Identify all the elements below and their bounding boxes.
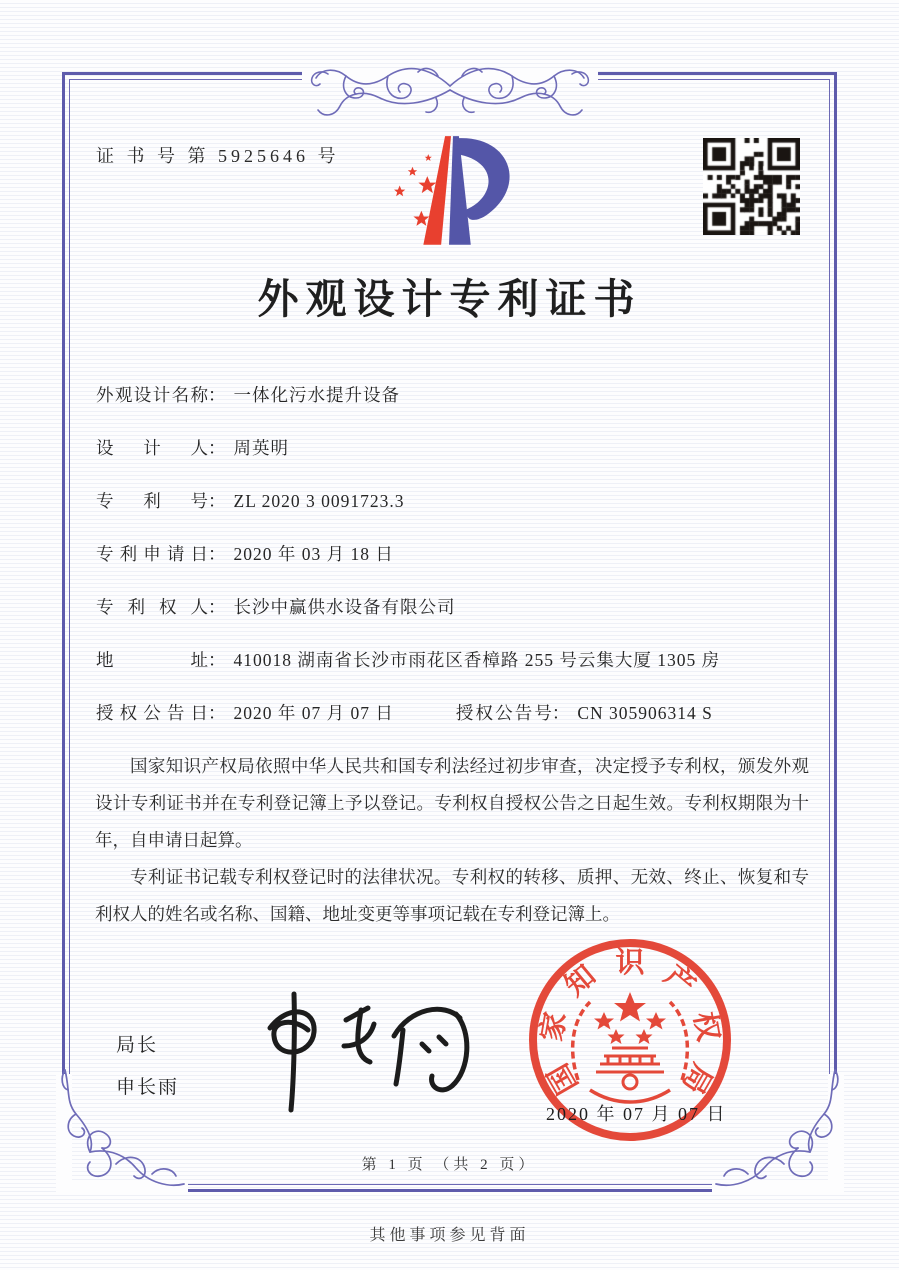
field-label: 专利权人	[96, 597, 208, 617]
seal-char: 权	[687, 1009, 725, 1044]
certificate-number: 证 书 号 第 5925646 号	[96, 146, 340, 166]
field-value: 周英明	[233, 438, 289, 458]
back-side-note: 其他事项参见背面	[369, 1227, 530, 1244]
legal-paragraph-1: 国家知识产权局依照中华人民共和国专利法经过初步审查，决定授予专利权，颁发外观设计专利证书并在专利登记簿上予以登记。专利权自授权公告之日起生效。专利权期限为十年，自申请日起算。	[95, 756, 809, 850]
seal-char: 国	[542, 1057, 585, 1100]
signer-name: 申长雨	[116, 1077, 180, 1098]
top-flourish-ornament	[288, 46, 612, 126]
signer-role: 局长	[116, 1035, 159, 1056]
field-value: 2020 年 03 月 18 日	[233, 544, 394, 564]
field-value: CN 305906314 S	[577, 703, 713, 723]
field-grant-announcement: 授权公告日： 2020 年 07 月 07 日 授权公告号： CN 305906314 S	[96, 703, 713, 723]
field-label: 授权公告日	[96, 703, 208, 723]
field-label: 地址	[96, 650, 208, 670]
field-value: 长沙中赢供水设备有限公司	[233, 597, 456, 617]
seal-char: 产	[658, 959, 701, 1003]
field-patentee: 专利权人： 长沙中赢供水设备有限公司	[96, 597, 456, 617]
field-address: 地址： 410018 湖南省长沙市雨花区香樟路 255 号云集大厦 1305 房	[96, 650, 721, 670]
national-emblem-icon	[573, 992, 688, 1102]
field-label: 专利号	[96, 491, 208, 511]
seal-date: 2020 年 07 月 07 日	[546, 1104, 727, 1124]
field-filing-date: 专利申请日： 2020 年 03 月 18 日	[96, 544, 394, 564]
page-number: 第 1 页 （共 2 页）	[361, 1157, 538, 1173]
seal-char: 家	[535, 1009, 573, 1044]
field-patent-number: 专利号： ZL 2020 3 0091723.3	[96, 491, 405, 511]
certificate-fields	[96, 384, 812, 724]
field-value: ZL 2020 3 0091723.3	[233, 491, 405, 511]
field-label: 设计人	[96, 438, 208, 458]
field-value: 一体化污水提升设备	[233, 385, 400, 405]
field-label: 授权公告号	[455, 703, 552, 723]
handwritten-signature-icon	[218, 988, 480, 1116]
field-value: 410018 湖南省长沙市雨花区香樟路 255 号云集大厦 1305 房	[233, 650, 721, 670]
field-label: 外观设计名称	[96, 385, 208, 405]
legal-paragraph-2: 专利证书记载专利权登记时的法律状况。专利权的转移、质押、无效、终止、恢复和专利权人的姓名或名称、国籍、地址变更等事项记载在专利登记簿上。	[95, 867, 809, 924]
certificate-title: 外观设计专利证书	[257, 276, 642, 322]
legal-text	[95, 748, 809, 933]
field-value: 2020 年 07 月 07 日	[233, 703, 394, 723]
seal-char: 知	[559, 959, 602, 1003]
qr-code	[703, 138, 800, 235]
field-label: 专利申请日	[96, 544, 208, 564]
field-designer: 设计人： 周英明	[96, 438, 289, 458]
seal-char: 识	[615, 947, 645, 979]
cnipa-logo-icon	[372, 128, 530, 252]
field-design-name: 外观设计名称： 一体化污水提升设备	[96, 385, 400, 405]
field-grant-number: 授权公告号： CN 305906314 S	[455, 703, 713, 723]
seal-char: 局	[675, 1057, 718, 1100]
